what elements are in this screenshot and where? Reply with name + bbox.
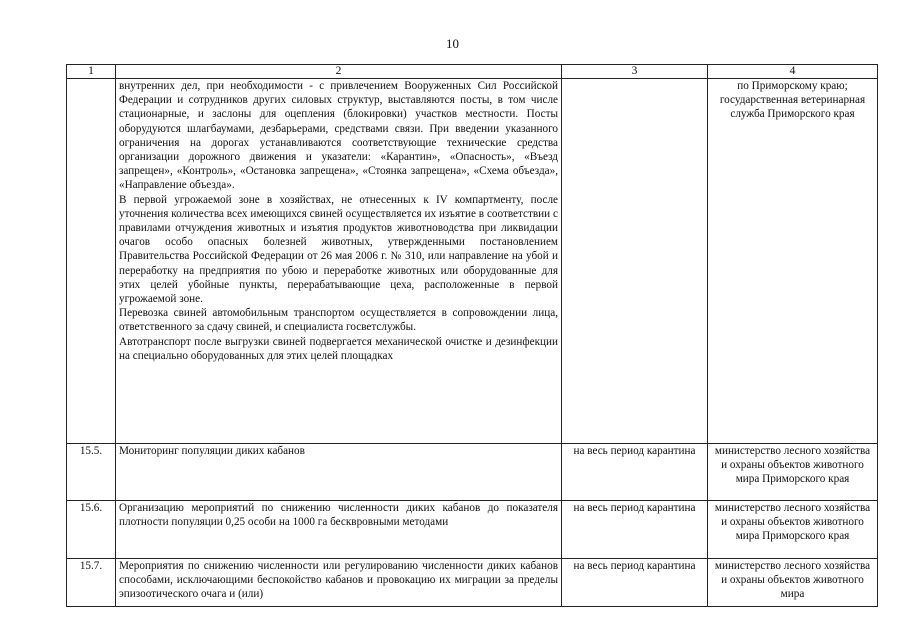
column-header-1: 1 xyxy=(67,65,116,79)
measure-cell xyxy=(116,501,562,559)
measure-paragraph: В первой угрожаемой зоне в хозяйствах, не отнесенных к IV компартменту, после уточнения количества всех имеющихся свиней осуществляется их изъятие в соответствии с правилами отчуждения животных и изъятия продуктов животноводства при ликвидации очагов особо опасных болезней животных, утвержденными постановлением Правительства Российской Федерации от 26 мая 2006 г. № 310, или направление на убой и переработку на предприятия по убою и переработке животных или оборудованные для этих целей убойные пункты, перерабатывающие цеха, расположенные в первой угрожаемой зоне. xyxy=(119,193,558,306)
responsible-cell: министерство лесного хозяйства и охраны объектов животного мира Приморского края xyxy=(708,501,878,559)
measure-paragraph: Мониторинг популяции диких кабанов xyxy=(119,445,305,457)
row-number: 15.6. xyxy=(67,501,116,559)
row-number xyxy=(67,79,116,444)
responsible-cell: министерство лесного хозяйства и охраны объектов животного мира xyxy=(708,559,878,607)
table-row xyxy=(67,501,878,559)
term-cell: на весь период карантина xyxy=(562,559,708,607)
table-row xyxy=(67,559,878,607)
measure-paragraph: Мероприятия по снижению численности или регулированию численности диких кабанов способами, исключающими беспокойство кабанов и провокацию их миграции за пределы эпизоотического очага и (или) xyxy=(119,560,558,601)
measure-cell xyxy=(116,559,562,607)
term-cell xyxy=(562,79,708,444)
page-number: 10 xyxy=(446,36,459,51)
responsible-cell: министерство лесного хозяйства и охраны объектов животного мира Приморского края xyxy=(708,444,878,501)
measures-table xyxy=(66,64,878,607)
measure-cell xyxy=(116,79,562,444)
term-cell: на весь период карантина xyxy=(562,501,708,559)
column-header-2: 2 xyxy=(116,65,562,79)
table-row xyxy=(67,444,878,501)
measure-paragraph: Автотранспорт после выгрузки свиней подвергается механической очистке и дезинфекции на специально оборудованных для этих целей площадках xyxy=(119,335,558,362)
responsible-cell: по Приморскому краю; государственная ветеринарная служба Приморского края xyxy=(708,79,878,444)
measure-paragraph: внутренних дел, при необходимости - с привлечением Вооруженных Сил Российской Федерации и сотрудников других силовых структур, выставляются посты, в том числе стационарные, и заслоны для оцепления (блокировки) участков местности. Посты оборудуются шлагбаумами, дезбарьерами, средствами связи. При введении указанного ограничения на дорогах устанавливаются соответствующие технические средства организации дорожного движения и указатели: «Карантин», «Опасность», «Въезд запрещен», «Контроль», «Остановка запрещена», «Стоянка запрещена», «Схема объезда», «Направление объезда». xyxy=(119,80,558,192)
measure-cell xyxy=(116,444,562,501)
measure-paragraph: Перевозка свиней автомобильным транспортом осуществляется в сопровождении лица, ответственного за сдачу свиней, и специалиста госветслужбы. xyxy=(119,307,558,334)
column-header-4: 4 xyxy=(708,65,878,79)
column-header-3: 3 xyxy=(562,65,708,79)
table-header-row xyxy=(67,65,878,79)
measure-paragraph: Организацию мероприятий по снижению численности диких кабанов до показателя плотности популяции 0,25 особи на 1000 га бесквровными методами xyxy=(119,502,558,529)
row-number: 15.7. xyxy=(67,559,116,607)
row-number: 15.5. xyxy=(67,444,116,501)
table-row xyxy=(67,79,878,444)
term-cell: на весь период карантина xyxy=(562,444,708,501)
